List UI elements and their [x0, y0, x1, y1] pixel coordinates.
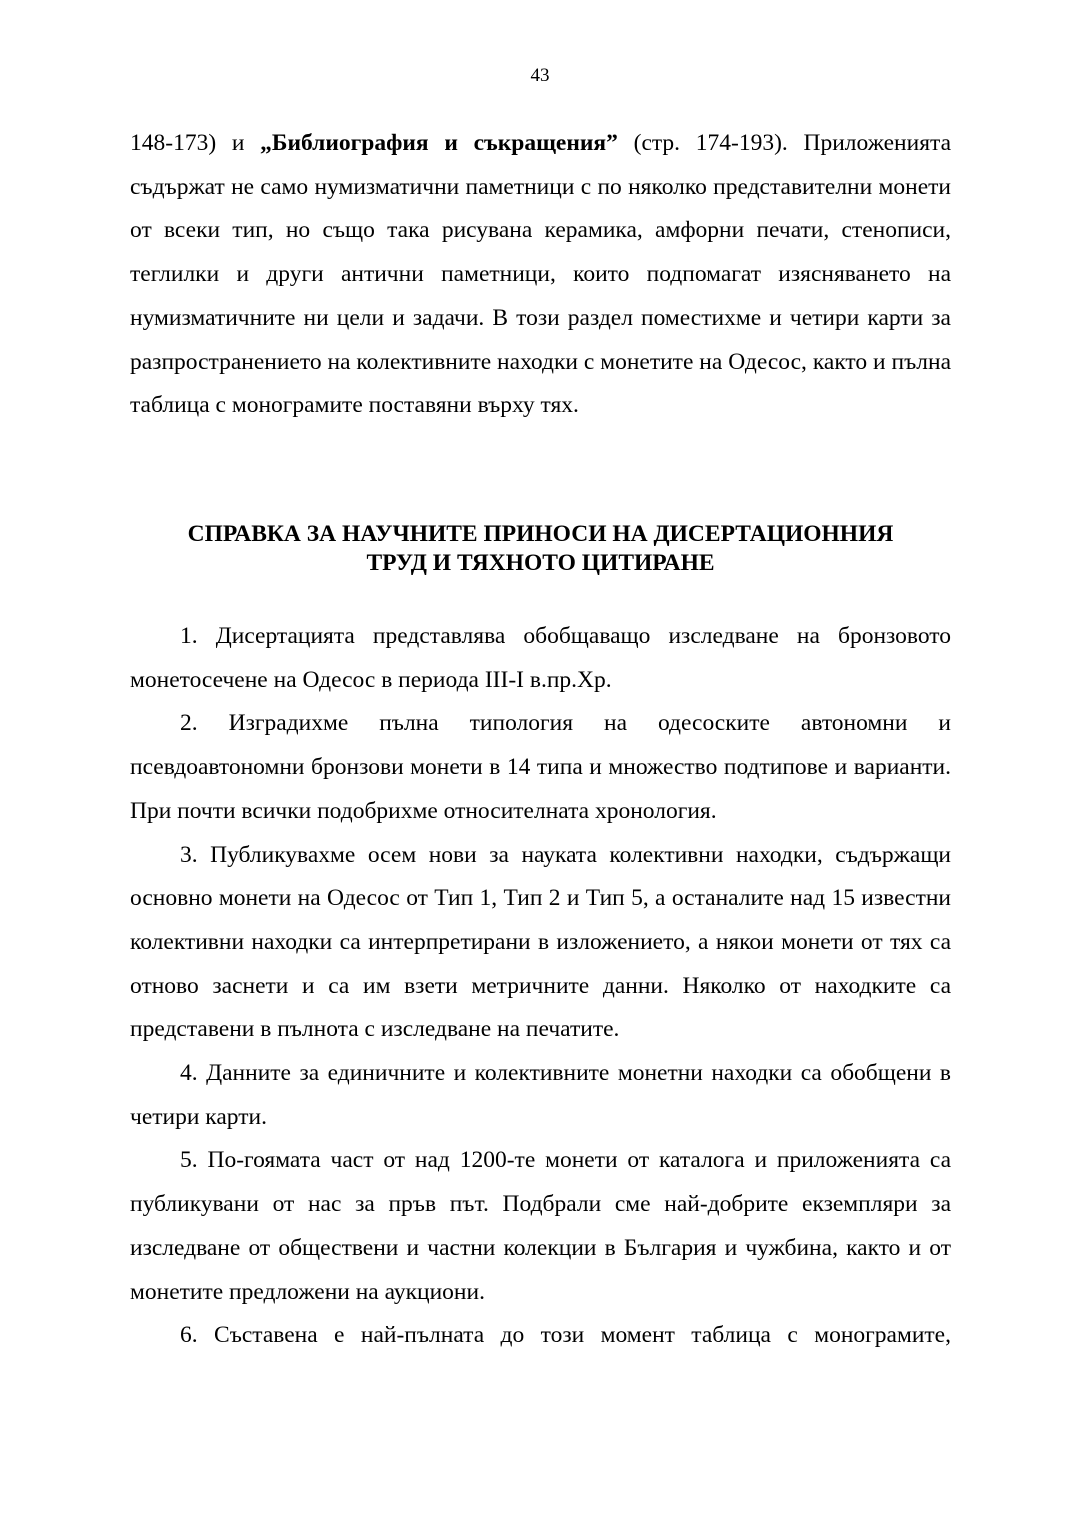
list-item: 4. Данните за единичните и колективните монетни находки са обобщени в четири карти.	[130, 1060, 951, 1130]
intro-text-start: 148-173) и	[130, 130, 261, 156]
list-item: 6. Съставена е най-пълната до този момент таблица с монограмите,	[180, 1322, 951, 1349]
list-item: 5. По-гоямата част от над 1200-те монети от каталога и приложенията са публикувани от нас за пръв път. Подбрали сме най-добрите екземпляри за изследване от обществени и частни колекции в България и чужбина, както и от монетите предложени на аукциони.	[130, 1147, 951, 1305]
page-number: 43	[530, 65, 550, 86]
intro-text	[130, 122, 951, 428]
contributions-list	[130, 615, 951, 1358]
list-item: 3. Публикувахме осем нови за науката колективни находки, съдържащи основно монети на Одесос от Тип 1, Тип 2 и Тип 5, а останалите над 15 известни колективни находки са интерпретирани в изложението, а някои монети от тях са отново заснети и са им взети метричните данни. Няколко от находките са представени в пълнота с изследване на печатите.	[130, 841, 951, 1043]
section-heading	[130, 520, 951, 578]
intro-paragraph	[130, 122, 951, 428]
section-heading-line-2: ТРУД И ТЯХНОТО ЦИТИРАНЕ	[366, 550, 715, 576]
list-item: 1. Дисертацията представлява обобщаващо изследване на бронзовото монетосечене на Одесос в периода ІІІ-І в.пр.Хр.	[130, 623, 951, 693]
bibliography-title: „Библиография и съкращения”	[260, 130, 618, 156]
list-item: 2. Изградихме пълна типология на одесоските автономни и псевдоавтономни бронзови монети в 14 типа и множество подтипове и варианти. При почти всички подобрихме относителната хронология.	[130, 710, 951, 824]
section-heading-line-1: СПРАВКА ЗА НАУЧНИТЕ ПРИНОСИ НА ДИСЕРТАЦИОННИЯ	[187, 521, 894, 547]
intro-text-rest: (стр. 174-193). Приложенията съдържат не само нумизматични паметници с по няколко представителни монети от всеки тип, но също така рисувана керамика, амфорни печати, стенописи, теглилки и други антични паметници, които подпомагат изясняването на нумизматичните ни цели и задачи. В този раздел поместихме и четири карти за разпространението на колективните находки с монетите на Одесос, както и пълна таблица с монограмите поставяни върху тях.	[130, 130, 951, 419]
